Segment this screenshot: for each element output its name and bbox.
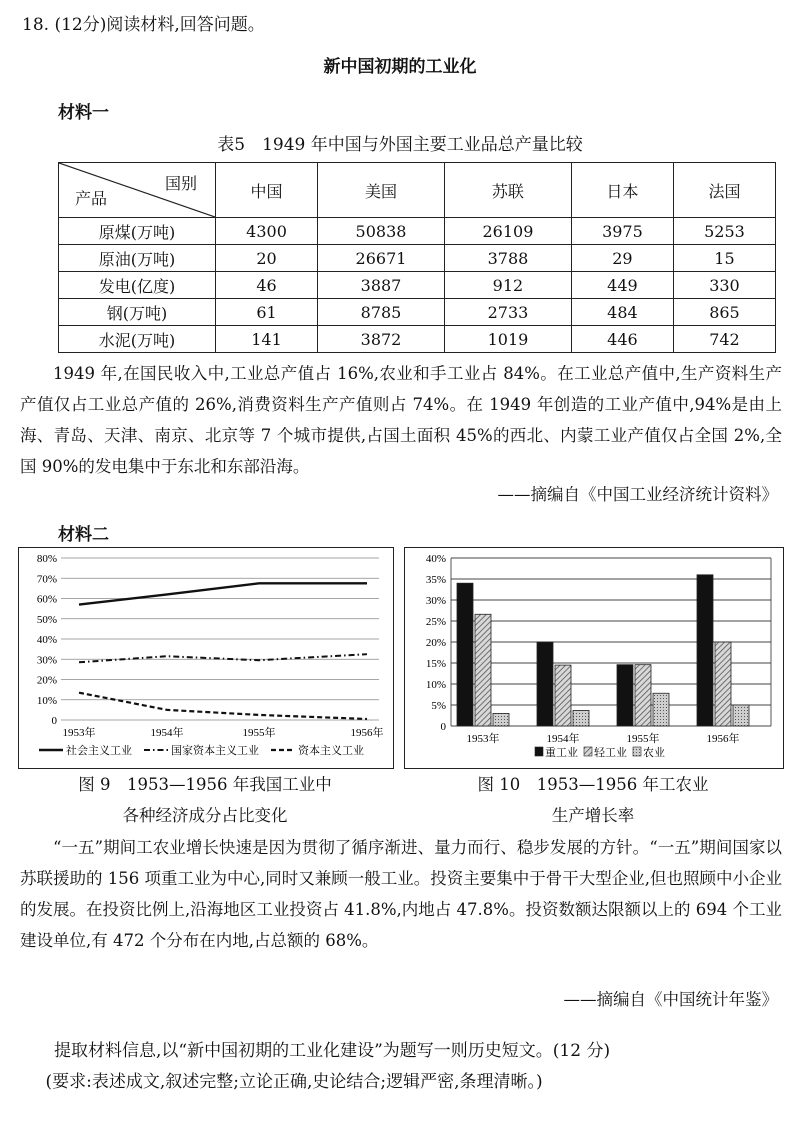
y-tick-label: 15% bbox=[425, 658, 446, 670]
table-row bbox=[59, 299, 776, 326]
legend-label: 国家资本主义工业 bbox=[171, 745, 259, 757]
y-tick-label: 0 bbox=[51, 715, 57, 727]
table-cell: 865 bbox=[673, 299, 775, 326]
material2-source: ——摘编自《中国统计年鉴》 bbox=[563, 990, 778, 1009]
table-cell: 449 bbox=[571, 272, 673, 299]
y-tick-label: 50% bbox=[36, 613, 57, 626]
bar-轻工业 bbox=[635, 665, 651, 726]
figure9-chart bbox=[18, 547, 394, 769]
figure10-chart bbox=[404, 547, 784, 769]
task-line1: 提取材料信息,以“新中国初期的工业化建设”为题写一则历史短文。(12 分) bbox=[54, 1041, 611, 1061]
legend-label: 资本主义工业 bbox=[298, 745, 364, 757]
figure10-caption-line1: 图 10 1953—1956 年工农业 bbox=[477, 775, 709, 794]
table-row bbox=[59, 272, 776, 299]
y-tick-label: 60% bbox=[36, 593, 57, 606]
task-line2: (要求:表述成文,叙述完整;立论正确,史论结合;逻辑严密,条理清晰。) bbox=[45, 1072, 543, 1092]
material1-label: 材料一 bbox=[58, 103, 109, 123]
table-cell: 1019 bbox=[444, 326, 571, 353]
task-instructions bbox=[20, 1036, 782, 1098]
y-tick-label: 10% bbox=[425, 679, 446, 691]
question-header: 18. (12分)阅读材料,回答问题。 bbox=[22, 15, 265, 35]
column-header: 中国 bbox=[216, 163, 318, 218]
table-cell: 26671 bbox=[318, 245, 445, 272]
x-tick-label: 1955年 bbox=[242, 727, 276, 739]
series-line-solid bbox=[79, 583, 367, 604]
table-cell: 912 bbox=[444, 272, 571, 299]
x-tick-label: 1953年 bbox=[466, 733, 500, 745]
legend-label: 农业 bbox=[643, 747, 665, 759]
column-header: 苏联 bbox=[444, 163, 571, 218]
table-cell: 46 bbox=[216, 272, 318, 299]
x-tick-label: 1955年 bbox=[626, 733, 660, 745]
series-line-dashed bbox=[79, 693, 367, 719]
legend-swatch bbox=[584, 747, 592, 756]
table-cell: 3788 bbox=[444, 245, 571, 272]
bar-轻工业 bbox=[475, 614, 491, 726]
figure9-svg bbox=[19, 548, 393, 768]
material2-label: 材料二 bbox=[58, 525, 109, 545]
bar-轻工业 bbox=[555, 665, 571, 726]
row-label: 原油(万吨) bbox=[59, 245, 216, 272]
legend-swatch bbox=[535, 747, 543, 756]
figure9-caption-line1: 图 9 1953—1956 年我国工业中 bbox=[78, 775, 332, 794]
material1-text: 1949 年,在国民收入中,工业总产值占 16%,农业和手工业占 84%。在工业总产值中,生产资料生产产值仅占工业总产值的 26%,消费资料生产产值则占 74%。在 1949 年创造的工业产值中,94%是由上海、青岛、天津、南京、北京等 7 个城市提供,占国土面积 45%的西北、内蒙工业产值仅占全国 2%,全国 90%的发电集中于东北和东部沿海。 bbox=[20, 364, 782, 476]
table-cell: 330 bbox=[673, 272, 775, 299]
production-table bbox=[58, 162, 776, 353]
figure9-caption bbox=[18, 769, 392, 831]
bar-重工业 bbox=[457, 583, 473, 726]
bar-重工业 bbox=[537, 642, 553, 726]
y-tick-label: 20% bbox=[36, 674, 57, 687]
table-cell: 50838 bbox=[318, 218, 445, 245]
bar-农业 bbox=[493, 713, 509, 726]
figure10-svg bbox=[405, 548, 783, 768]
table-cell: 15 bbox=[673, 245, 775, 272]
table-cell: 29 bbox=[571, 245, 673, 272]
table-cell: 3887 bbox=[318, 272, 445, 299]
table-cell: 742 bbox=[673, 326, 775, 353]
x-tick-label: 1954年 bbox=[546, 733, 580, 745]
y-tick-label: 30% bbox=[425, 595, 446, 607]
column-header: 法国 bbox=[673, 163, 775, 218]
table-row bbox=[59, 326, 776, 353]
bar-农业 bbox=[573, 710, 589, 726]
table-cell: 3975 bbox=[571, 218, 673, 245]
figure10-caption-line2: 生产增长率 bbox=[551, 806, 635, 825]
y-tick-label: 40% bbox=[36, 634, 57, 646]
column-header: 日本 bbox=[571, 163, 673, 218]
x-tick-label: 1956年 bbox=[706, 733, 740, 745]
row-label: 原煤(万吨) bbox=[59, 218, 216, 245]
figure10-caption bbox=[404, 769, 782, 831]
bar-农业 bbox=[733, 705, 749, 726]
legend-label: 轻工业 bbox=[594, 747, 627, 759]
row-label: 发电(亿度) bbox=[59, 272, 216, 299]
y-tick-label: 80% bbox=[36, 553, 57, 565]
table-cell: 141 bbox=[216, 326, 318, 353]
bar-重工业 bbox=[697, 575, 713, 726]
material1-source: ——摘编自《中国工业经济统计资料》 bbox=[497, 485, 778, 504]
table-cell: 4300 bbox=[216, 218, 318, 245]
x-tick-label: 1954年 bbox=[150, 727, 184, 739]
table-corner-cell bbox=[59, 163, 216, 218]
y-tick-label: 40% bbox=[425, 553, 446, 565]
page-title: 新中国初期的工业化 bbox=[323, 57, 477, 77]
table-cell: 8785 bbox=[318, 299, 445, 326]
legend-label: 社会主义工业 bbox=[66, 745, 132, 757]
table-cell: 26109 bbox=[444, 218, 571, 245]
table-cell: 61 bbox=[216, 299, 318, 326]
bar-农业 bbox=[653, 693, 669, 726]
figure9-caption-line2: 各种经济成分占比变化 bbox=[122, 806, 288, 825]
y-tick-label: 70% bbox=[36, 573, 57, 586]
table-header-row bbox=[59, 163, 776, 218]
table-row bbox=[59, 245, 776, 272]
y-tick-label: 30% bbox=[36, 654, 57, 667]
corner-country-label: 国别 bbox=[164, 174, 197, 193]
bar-重工业 bbox=[617, 665, 633, 726]
legend-swatch bbox=[633, 747, 641, 756]
row-label: 钢(万吨) bbox=[59, 299, 216, 326]
legend-label: 重工业 bbox=[545, 747, 578, 759]
table-row bbox=[59, 218, 776, 245]
row-label: 水泥(万吨) bbox=[59, 326, 216, 353]
y-tick-label: 5% bbox=[431, 700, 446, 712]
table-cell: 20 bbox=[216, 245, 318, 272]
table-cell: 446 bbox=[571, 326, 673, 353]
series-line-dash-dot bbox=[79, 654, 367, 662]
column-header: 美国 bbox=[318, 163, 445, 218]
x-tick-label: 1956年 bbox=[350, 727, 384, 739]
table-caption: 表5 1949 年中国与外国主要工业品总产量比较 bbox=[217, 135, 583, 155]
table-cell: 484 bbox=[571, 299, 673, 326]
table-cell: 5253 bbox=[673, 218, 775, 245]
table-cell: 3872 bbox=[318, 326, 445, 353]
y-tick-label: 20% bbox=[425, 637, 446, 649]
material2-text: “一五”期间工农业增长快速是因为贯彻了循序渐进、量力而行、稳步发展的方针。“一五”期间国家以苏联援助的 156 项重工业为中心,同时又兼顾一般工业。投资主要集中于骨干大型企业,但也照顾中小企业的发展。在投资比例上,沿海地区工业投资占 41.8%,内地占 47.8%。投资数额达限额以上的 694 个工业建设单位,有 472 个分布在内地,占总额的 68%。 bbox=[20, 838, 782, 950]
bar-轻工业 bbox=[715, 642, 731, 726]
y-tick-label: 10% bbox=[36, 694, 57, 707]
x-tick-label: 1953年 bbox=[62, 727, 96, 739]
y-tick-label: 35% bbox=[425, 574, 446, 586]
table-cell: 2733 bbox=[444, 299, 571, 326]
y-tick-label: 0 bbox=[440, 721, 446, 733]
corner-product-label: 产品 bbox=[75, 189, 108, 208]
y-tick-label: 25% bbox=[425, 616, 446, 628]
